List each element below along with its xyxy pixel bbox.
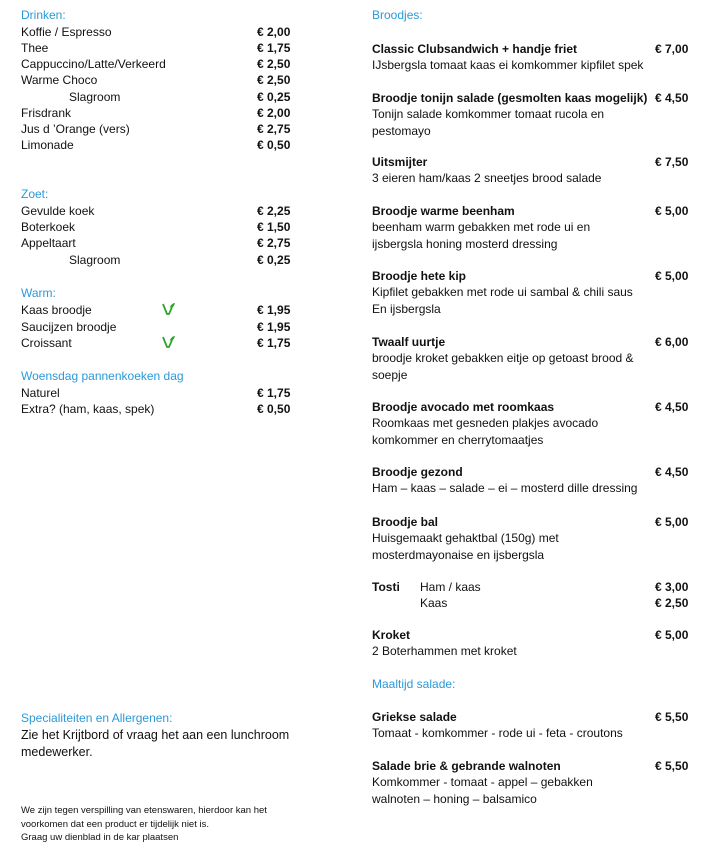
item-price: € 2,00 (257, 25, 291, 39)
item-name: Extra? (ham, kaas, spek) (21, 402, 155, 416)
item-price: € 1,75 (257, 336, 291, 350)
item-name: Broodje bal (372, 515, 439, 529)
item-price: € 5,00 (655, 204, 689, 218)
item-description: Huisgemaakt gehaktbal (150g) met mosterdmayonaise en ijsbergsla (372, 531, 559, 562)
item-description: Tonijn salade komkommer tomaat rucola en pestomayo (372, 107, 605, 138)
item-price: € 0,50 (257, 138, 291, 152)
footer-line: Graag uw dienblad in de kar plaatsen (21, 832, 179, 843)
item-description: Ham – kaas – salade – ei – mosterd dille dressing (372, 481, 638, 495)
menu-item (0, 235, 300, 251)
item-name: Frisdrank (21, 106, 72, 120)
menu-item (0, 137, 300, 153)
item-name: Koffie / Espresso (21, 25, 112, 39)
menu-item (0, 72, 300, 88)
item-price: € 5,00 (655, 269, 689, 283)
item-name: Broodje tonijn salade (gesmolten kaas mogelijk) (372, 91, 648, 105)
item-price: € 7,00 (655, 42, 689, 56)
menu-item-extra (0, 252, 300, 268)
item-name: Kroket (372, 628, 411, 642)
item-price: € 4,50 (655, 91, 689, 105)
item-name: Twaalf uurtje (372, 335, 446, 349)
menu-item (0, 40, 300, 56)
tosti-option-name: Kaas (420, 596, 448, 610)
item-price: € 1,50 (257, 220, 291, 234)
item-description: Tomaat - komkommer - rode ui - feta - croutons (372, 726, 623, 740)
section-heading-pannenkoeken: Woensdag pannenkoeken dag (21, 369, 184, 383)
item-name: Jus d ’Orange (vers) (21, 122, 130, 136)
item-name: Naturel (21, 386, 60, 400)
item-price: € 1,75 (257, 386, 291, 400)
item-price: € 1,75 (257, 41, 291, 55)
menu-item (0, 219, 300, 235)
item-price: € 0,25 (257, 90, 291, 104)
item-name: Broodje hete kip (372, 269, 467, 283)
item-name: Gevulde koek (21, 204, 95, 218)
item-name: Broodje warme beenham (372, 204, 515, 218)
item-name: Warme Choco (21, 73, 98, 87)
section-heading-salade: Maaltijd salade: (372, 677, 456, 691)
menu-item (0, 401, 300, 417)
item-name: Salade brie & gebrande walnoten (372, 759, 561, 773)
item-price: € 2,50 (655, 596, 689, 610)
item-price: € 5,50 (655, 710, 689, 724)
item-price: € 5,50 (655, 759, 689, 773)
item-price: € 7,50 (655, 155, 689, 169)
item-price: € 5,00 (655, 515, 689, 529)
menu-item-extra (0, 89, 300, 105)
item-name: Thee (21, 41, 49, 55)
item-description: broodje kroket gebakken eitje op getoast brood & soepje (372, 351, 634, 382)
item-name: Slagroom (69, 253, 121, 267)
item-price: € 2,75 (257, 236, 291, 250)
item-description: Kipfilet gebakken met rode ui sambal & chili saus En ijsbergsla (372, 285, 633, 316)
item-name: Kaas broodje (21, 303, 92, 317)
item-price: € 2,75 (257, 122, 291, 136)
item-price: € 1,95 (257, 303, 291, 317)
item-description: Komkommer - tomaat - appel – gebakken walnoten – honing – balsamico (372, 775, 593, 806)
vegan-leaf-icon (162, 302, 176, 316)
item-name: Griekse salade (372, 710, 457, 724)
item-price: € 6,00 (655, 335, 689, 349)
menu-item (0, 105, 300, 121)
menu-item (0, 385, 300, 401)
item-price: € 2,50 (257, 73, 291, 87)
item-price: € 4,50 (655, 400, 689, 414)
item-name: Broodje avocado met roomkaas (372, 400, 555, 414)
item-price: € 2,25 (257, 204, 291, 218)
menu-item (0, 24, 300, 40)
menu-item (0, 121, 300, 137)
footer-line: voorkomen dat een product er tijdelijk niet is. (21, 819, 209, 830)
item-name: Slagroom (69, 90, 121, 104)
item-price: € 1,95 (257, 320, 291, 334)
item-price: € 2,00 (257, 106, 291, 120)
menu-item (0, 302, 300, 318)
section-heading-zoet: Zoet: (21, 187, 49, 201)
tosti-option-name: Ham / kaas (420, 580, 481, 594)
menu-item (0, 56, 300, 72)
item-name: Cappuccino/Latte/Verkeerd (21, 57, 166, 71)
item-price: € 0,50 (257, 402, 291, 416)
item-name: Saucijzen broodje (21, 320, 117, 334)
item-description: Roomkaas met gesneden plakjes avocado komkommer en cherrytomaatjes (372, 416, 599, 447)
section-heading-broodjes: Broodjes: (372, 8, 423, 22)
section-heading-drinken: Drinken: (21, 8, 66, 22)
footer-line: We zijn tegen verspilling van etenswaren, hierdoor kan het (21, 805, 267, 816)
item-description: 3 eieren ham/kaas 2 sneetjes brood salade (372, 171, 602, 185)
item-name: Uitsmijter (372, 155, 428, 169)
menu-item (0, 335, 300, 351)
item-name: Tosti (372, 580, 400, 594)
item-description: IJsbergsla tomaat kaas ei komkommer kipfilet spek (372, 58, 644, 72)
item-name: Appeltaart (21, 236, 76, 250)
menu-item (0, 203, 300, 219)
item-description: 2 Boterhammen met kroket (372, 644, 517, 658)
section-heading-warm: Warm: (21, 286, 56, 300)
allergenen-text: Zie het Krijtbord of vraag het aan een lunchroom medewerker. (21, 728, 290, 759)
item-name: Croissant (21, 336, 72, 350)
menu-item (0, 319, 300, 335)
vegan-leaf-icon (162, 335, 176, 349)
item-price: € 2,50 (257, 57, 291, 71)
section-heading-allergenen: Specialiteiten en Allergenen: (21, 711, 173, 725)
item-name: Limonade (21, 138, 74, 152)
item-description: beenham warm gebakken met rode ui en ijsbergsla honing mosterd dressing (372, 220, 591, 251)
item-price: € 5,00 (655, 628, 689, 642)
item-price: € 3,00 (655, 580, 689, 594)
item-name: Broodje gezond (372, 465, 463, 479)
item-price: € 0,25 (257, 253, 291, 267)
item-name: Boterkoek (21, 220, 76, 234)
item-name: Classic Clubsandwich + handje friet (372, 42, 578, 56)
item-price: € 4,50 (655, 465, 689, 479)
